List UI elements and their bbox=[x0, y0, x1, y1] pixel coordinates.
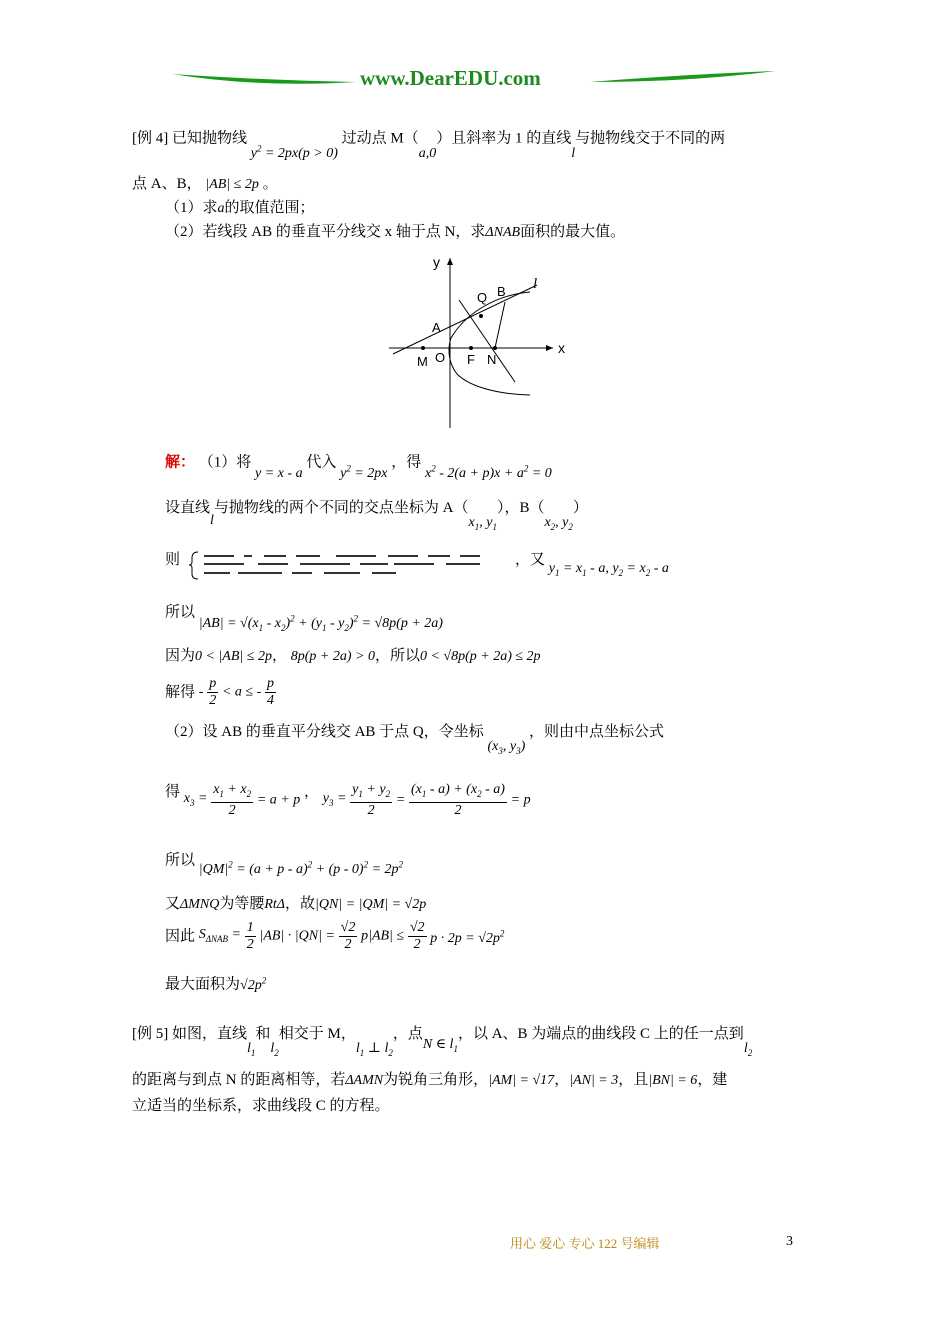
ex4-q2: （2）若线段 AB 的垂直平分线交 x 轴于点 N，求ΔNAB面积的最大值。 bbox=[165, 224, 626, 240]
label-l: l bbox=[533, 276, 538, 292]
sol-line6: 解得 - $\frac{p}{2}$ < a ≤ - $\frac{p}{4}$ bbox=[165, 676, 274, 708]
ex5-line2: 的距离与到点 N 的距离相等，若ΔAMN为锐角三角形，|AM| = √17，|AN| = 3，且|BN| = 6，建 bbox=[132, 1072, 728, 1088]
sol-line5: 因为0 < |AB| ≤ 2p， 8p(p + 2a) > 0，所以0 < √8p(p + 2a) ≤ 2p bbox=[165, 648, 541, 664]
line-l bbox=[393, 285, 537, 354]
header-logo bbox=[170, 62, 780, 96]
ex4-q1: （1）求a的取值范围； bbox=[165, 200, 315, 216]
sol-line7: （2）设 AB 的垂直平分线交 AB 于点 Q，令坐标 ($x_3$, $y_3$) ，则由中点坐标公式 bbox=[165, 724, 665, 756]
sol-line9: 所以 $|QM|^2 = (a + p - a)^2 + (p - 0)^2 = 2p^2$ bbox=[165, 852, 404, 877]
label-x: x bbox=[558, 340, 565, 356]
point-q bbox=[479, 314, 483, 318]
point-m bbox=[421, 346, 425, 350]
garbled-formula-image bbox=[188, 548, 518, 582]
label-m: M bbox=[417, 354, 428, 369]
parabola-figure bbox=[385, 252, 570, 432]
label-b: B bbox=[497, 284, 506, 299]
label-f: F bbox=[467, 352, 475, 367]
page-number: 3 bbox=[786, 1234, 793, 1249]
ex5-line3: 立适当的坐标系，求曲线段 C 的方程。 bbox=[132, 1098, 390, 1114]
sol-line3-b: ，又 $y_1 = x_1 - a$, $y_2 = x_2 - a$ bbox=[515, 552, 669, 578]
sol-line11: 因此 $S_{\Delta NAB}$ = $\frac{1}{2}$ |AB| · |QN| = $\frac{√2}{2}$ p|AB| ≤ $\frac{√2}{2}$ $p \cdot 2p = √2p^2$ bbox=[165, 920, 505, 952]
sol-line12: 最大面积为$√2p^2$ bbox=[165, 975, 267, 993]
point-n bbox=[493, 346, 497, 350]
figure-svg bbox=[385, 252, 570, 432]
perp-bisector bbox=[459, 300, 515, 382]
point-f bbox=[469, 346, 473, 350]
label-q: Q bbox=[477, 290, 488, 305]
sol-line10: 又ΔMNQ为等腰RtΔ，故|QN| = |QM| = √2p bbox=[165, 896, 427, 912]
ex5-line1: [例 5] 如图，直线$l_1$和$l_2$相交于 M，$l_1$ ⊥ $l_2$，点N ∈ $l_1$，以 A、B 为端点的曲线段 C 上的任一点到$l_2$ bbox=[132, 1026, 753, 1058]
segment-nb bbox=[495, 302, 505, 348]
label-o: O bbox=[435, 350, 446, 365]
garbled-equation-system bbox=[188, 548, 518, 582]
sol-line4: 所以 $|AB| = √(x_1 - x_2)^2 + (y_1 - y_2)^2 = √8p(p + 2a)$ bbox=[165, 604, 443, 633]
parabola-eq: $y^2 = 2px(p > 0)$ bbox=[250, 143, 338, 161]
solution-label: 解： bbox=[165, 454, 196, 471]
label-a: A bbox=[432, 320, 441, 335]
label-n: N bbox=[487, 352, 497, 367]
sol-line1: 解： （1）将 y = x - a 代入 $y^2 = 2px$ ，得 $x^2 - 2(a + p)x + a^2 = 0$ bbox=[165, 454, 552, 481]
ex4-line1: [例 4] 已知抛物线 $y^2 = 2px(p > 0)$ 过动点 M（a,0）且斜率为 1 的直线l与抛物线交于不同的两 bbox=[132, 130, 726, 161]
logo-text: www.DearEDU.com bbox=[360, 66, 541, 90]
label-y: y bbox=[433, 254, 440, 270]
sol-line2: 设直线l与抛物线的两个不同的交点坐标为 $A(x_1$, $y_1$），$B(x_2$, $y_2$） bbox=[165, 500, 588, 532]
sol-line8: 得 $x_3$ = $\frac{x_1 + x_2}{2}$ = a + p ， $y_3$ = $\frac{y_1 + y_2}{2}$ = $\frac{(x_1 - a) + (x_2 - a)}{2}$ = p bbox=[165, 782, 531, 818]
ex4-line2: 点 A、B， |AB| ≤ 2p 。 bbox=[132, 176, 278, 192]
footer-text: 用心 爱心 专心 122 号编辑 bbox=[510, 1236, 660, 1251]
sol-line3: 则 bbox=[165, 552, 181, 568]
